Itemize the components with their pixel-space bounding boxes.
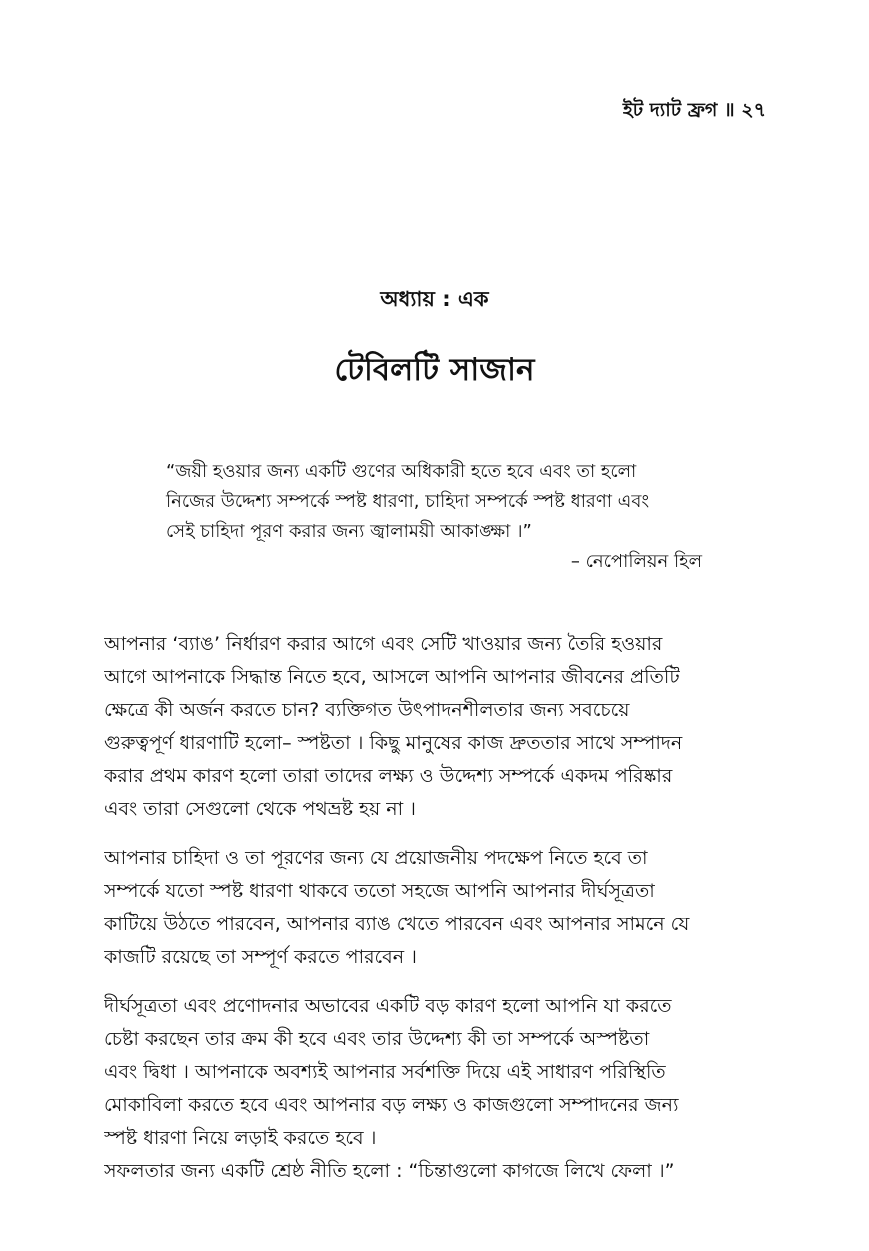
chapter-title: টেবিলটি সাজান (334, 352, 535, 388)
text-line: করার প্রথম কারণ হলো তারা তাদের লক্ষ্য ও উদ্দেশ্য সম্পর্কে একদম পরিষ্কার (104, 765, 673, 787)
epigraph-line: “জয়ী হওয়ার জন্য একটি গুণের অধিকারী হতে হবে এবং তা হলো (166, 461, 637, 482)
body-text (104, 628, 764, 1188)
text-line: কাজটি রয়েছে তা সম্পূর্ণ করতে পারবেন । (104, 946, 417, 968)
text-line: এবং দ্বিধা । আপনাকে অবশ্যই আপনার সর্বশক্তি দিয়ে এই সাধারণ পরিস্থিতি (104, 1061, 666, 1083)
paragraph (104, 1155, 764, 1188)
text-line: দীর্ঘসূত্রতা এবং প্রণোদনার অভাবের একটি বড় কারণ হলো আপনি যা করতে (104, 995, 672, 1017)
chapter-label: অধ্যায় : এক (380, 287, 489, 311)
text-line: কাটিয়ে উঠতে পারবেন, আপনার ব্যাঙ খেতে পারবেন এবং আপনার সামনে যে (104, 913, 690, 935)
text-line: স্পষ্ট ধারণা নিয়ে লড়াই করতে হবে । (104, 1127, 377, 1149)
text-line: গুরুত্বপূর্ণ ধারণাটি হলো– স্পষ্টতা । কিছু মানুষের কাজ দ্রুততার সাথে সম্পাদন (104, 732, 683, 754)
text-line: ক্ষেত্রে কী অর্জন করতে চান? ব্যক্তিগত উৎপাদনশীলতার জন্য সবচেয়ে (104, 699, 630, 721)
epigraph (166, 457, 726, 577)
running-header: ইট দ্যাট ফ্রগ ॥ ২৭ (622, 99, 766, 121)
epigraph-line: নিজের উদ্দেশ্য সম্পর্কে স্পষ্ট ধারণা, চাহিদা সম্পর্কে স্পষ্ট ধারণা এবং (166, 491, 650, 512)
text-line: সম্পর্কে যতো স্পষ্ট ধারণা থাকবে ততো সহজে আপনি আপনার দীর্ঘসূত্রতা (104, 880, 655, 902)
epigraph-author: – নেপোলিয়ন হিল (570, 551, 702, 572)
paragraph (104, 628, 764, 826)
text-line: এবং তারা সেগুলো থেকে পথভ্রষ্ট হয় না । (104, 798, 416, 820)
text-line: আপনার চাহিদা ও তা পূরণের জন্য যে প্রয়োজনীয় পদক্ষেপ নিতে হবে তা (104, 847, 648, 869)
text-line: আগে আপনাকে সিদ্ধান্ত নিতে হবে, আসলে আপনি আপনার জীবনের প্রতিটি (104, 666, 680, 688)
epigraph-line: সেই চাহিদা পূরণ করার জন্য জ্বালাময়ী আকাঙ্ক্ষা ।” (166, 521, 532, 542)
paragraph (104, 842, 764, 974)
paragraph (104, 990, 764, 1155)
text-line: চেষ্টা করছেন তার ক্রম কী হবে এবং তার উদ্দেশ্য কী তা সম্পর্কে অস্পষ্টতা (104, 1028, 650, 1050)
text-line: সফলতার জন্য একটি শ্রেষ্ঠ নীতি হলো : “চিন্তাগুলো কাগজে লিখে ফেলা ।” (104, 1160, 675, 1182)
text-line: আপনার ‘ব্যাঙ’ নির্ধারণ করার আগে এবং সেটি খাওয়ার জন্য তৈরি হওয়ার (104, 633, 663, 655)
text-line: মোকাবিলা করতে হবে এবং আপনার বড় লক্ষ্য ও কাজগুলো সম্পাদনের জন্য (104, 1094, 679, 1116)
